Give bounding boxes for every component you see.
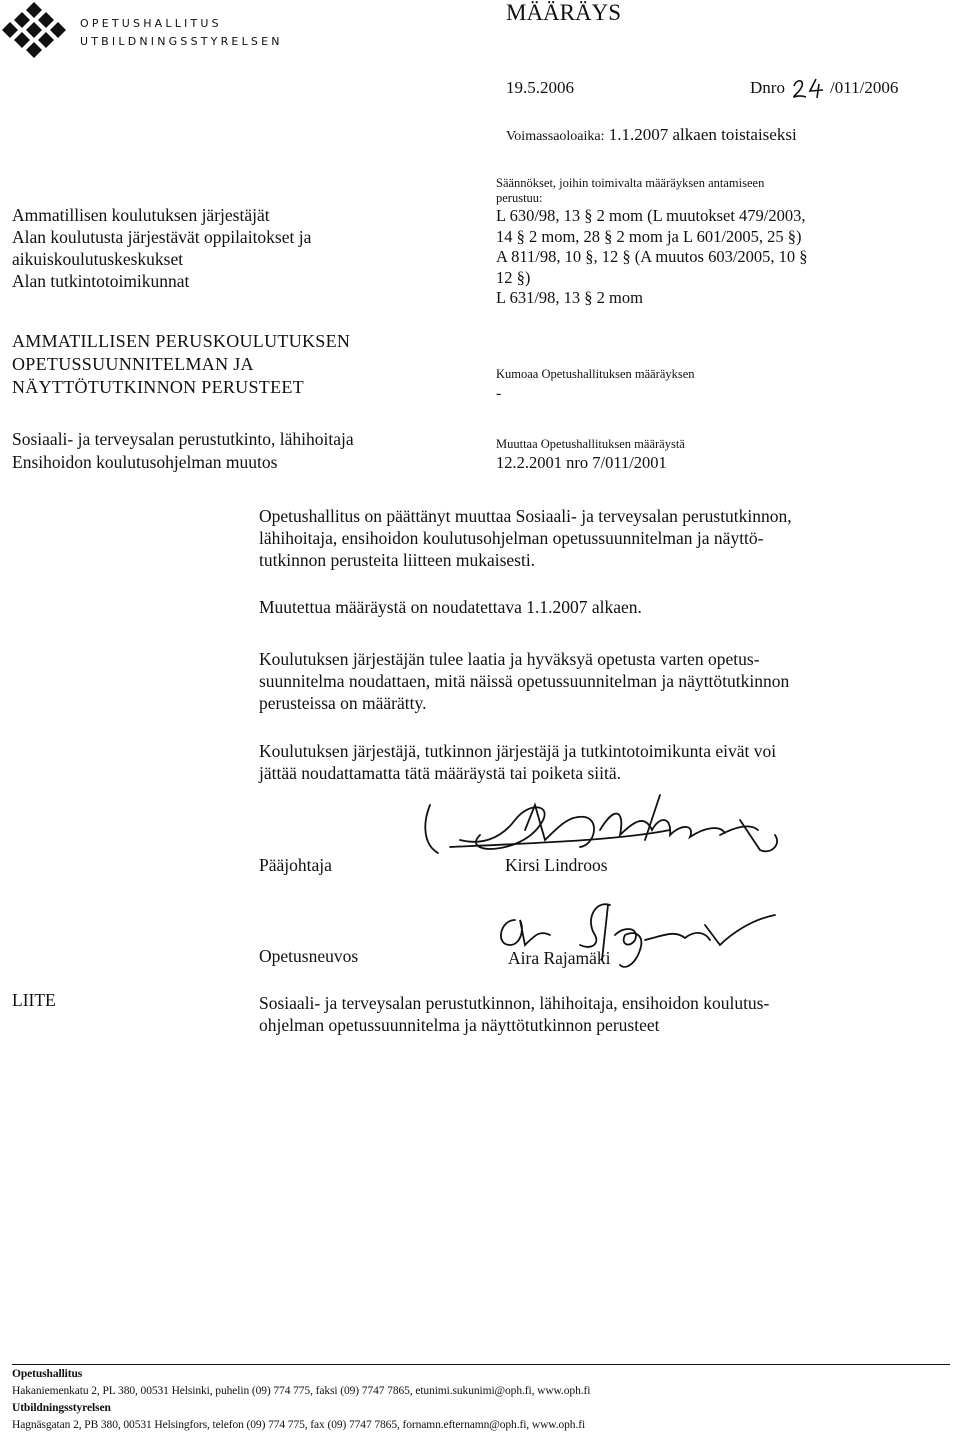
legal-basis-line: L 630/98, 13 § 2 mom (L muutokset 479/2003, — [496, 206, 806, 225]
body-paragraph-compliance — [259, 740, 949, 784]
paragraph-line: Koulutuksen järjestäjä, tutkinnon järjestäjä ja tutkintotoimikunta eivät voi — [259, 741, 777, 761]
recipient-line: aikuiskoulutuskeskukset — [12, 249, 184, 269]
paragraph-line: Koulutuksen järjestäjän tulee laatia ja hyväksyä opetusta varten opetus- — [259, 649, 760, 669]
signer-role-2: Opetusneuvos — [259, 946, 359, 966]
paragraph-line: Opetushallitus on päättänyt muuttaa Sosiaali- ja terveysalan perustutkinnon, — [259, 506, 792, 526]
footer-address-fi: Hakaniemenkatu 2, PL 380, 00531 Helsinki, puhelin (09) 774 775, faksi (09) 7747 7865, etunimi.sukunimi@oph.fi, www.oph.fi — [12, 1385, 591, 1397]
paragraph-line: tutkinnon perusteita liitteen mukaisesti. — [259, 550, 536, 570]
legal-basis-header: perustuu: — [496, 191, 543, 205]
logo-icon — [2, 2, 66, 60]
attachment-line: ohjelman opetussuunnitelma ja näyttötutkinnon perusteet — [259, 1015, 660, 1035]
legal-basis-line: A 811/98, 10 §, 12 § (A muutos 603/2005, 10 § — [496, 247, 808, 266]
dnro-rest: /011/2006 — [830, 78, 899, 97]
document-date: 19.5.2006 — [506, 78, 574, 97]
recipient-line: Ammatillisen koulutuksen järjestäjät — [12, 205, 270, 225]
subject-line: Ensihoidon koulutusohjelman muutos — [12, 452, 278, 472]
attachment-label: LIITE — [12, 990, 56, 1010]
validity-value: 1.1.2007 alkaen toistaiseksi — [608, 125, 797, 144]
footer — [12, 1366, 590, 1434]
attachment-description — [259, 992, 949, 1036]
legal-basis-block — [496, 176, 956, 309]
org-name-sv: UTBILDNINGSSTYRELSEN — [80, 35, 283, 48]
validity-label: Voimassaoloaika: — [506, 129, 605, 144]
paragraph-line: lähihoitaja, ensihoidon koulutusohjelman opetussuunnitelman ja näyttö- — [259, 528, 764, 548]
signer-name-1: Kirsi Lindroos — [505, 855, 608, 875]
dnro-label: Dnro — [750, 78, 785, 97]
title-line: OPETUSSUUNNITELMAN JA — [12, 354, 254, 374]
recipient-line: Alan tutkintotoimikunnat — [12, 271, 190, 291]
signature-kirsi-lindroos — [420, 785, 800, 880]
amends-block — [496, 436, 685, 474]
signer-role-1: Pääjohtaja — [259, 855, 332, 875]
recipient-line: Alan koulutusta järjestävät oppilaitokset ja — [12, 227, 312, 247]
signer-name-2: Aira Rajamäki — [508, 948, 611, 968]
title-line: AMMATILLISEN PERUSKOULUTUKSEN — [12, 331, 351, 351]
amends-header: Muuttaa Opetushallituksen määräystä — [496, 437, 685, 451]
document-title — [12, 330, 350, 399]
legal-basis-header: Säännökset, joihin toimivalta määräyksen antamiseen — [496, 176, 765, 190]
subject-line: Sosiaali- ja terveysalan perustutkinto, lähihoitaja — [12, 429, 354, 449]
footer-org-sv: Utbildningsstyrelsen — [12, 1402, 111, 1414]
body-paragraph-effective — [259, 596, 949, 618]
paragraph-line: perusteissa on määrätty. — [259, 693, 427, 713]
paragraph-line: jättää noudattamatta tätä määräystä tai poiketa siitä. — [259, 763, 621, 783]
paragraph-line: suunnitelma noudattaen, mitä näissä opetussuunnitelman ja näyttötutkinnon — [259, 671, 790, 691]
title-line: NÄYTTÖTUTKINNON PERUSTEET — [12, 377, 304, 397]
legal-basis-line: L 631/98, 13 § 2 mom — [496, 288, 643, 307]
attachment-line: Sosiaali- ja terveysalan perustutkinnon, lähihoitaja, ensihoidon koulutus- — [259, 993, 770, 1013]
legal-basis-line: 12 §) — [496, 267, 531, 287]
validity-period — [506, 125, 797, 145]
recipients-block — [12, 204, 311, 292]
body-paragraph-curriculum — [259, 648, 949, 714]
org-name-fi: OPETUSHALLITUS — [80, 17, 222, 30]
repeals-header: Kumoaa Opetushallituksen määräyksen — [496, 367, 695, 381]
footer-address-sv: Hagnäsgatan 2, PB 380, 00531 Helsingfors, telefon (09) 774 775, fax (09) 7747 7865, fornamn.efternamn@oph.fi, www.oph.fi — [12, 1419, 586, 1431]
document-subject — [12, 428, 354, 474]
repeals-value: - — [496, 385, 502, 402]
handwritten-dnro-number — [790, 76, 830, 100]
body-paragraph-decision — [259, 505, 949, 571]
footer-divider — [12, 1364, 950, 1365]
paragraph-line: Muutettua määräystä on noudatettava 1.1.2007 alkaen. — [259, 597, 642, 617]
amends-value: 12.2.2001 nro 7/011/2001 — [496, 453, 667, 472]
repeals-block — [496, 366, 695, 406]
footer-org-fi: Opetushallitus — [12, 1368, 83, 1380]
document-type: MÄÄRÄYS — [506, 0, 622, 25]
legal-basis-line: 14 § 2 mom, 28 § 2 mom ja L 601/2005, 25 §) — [496, 226, 802, 246]
